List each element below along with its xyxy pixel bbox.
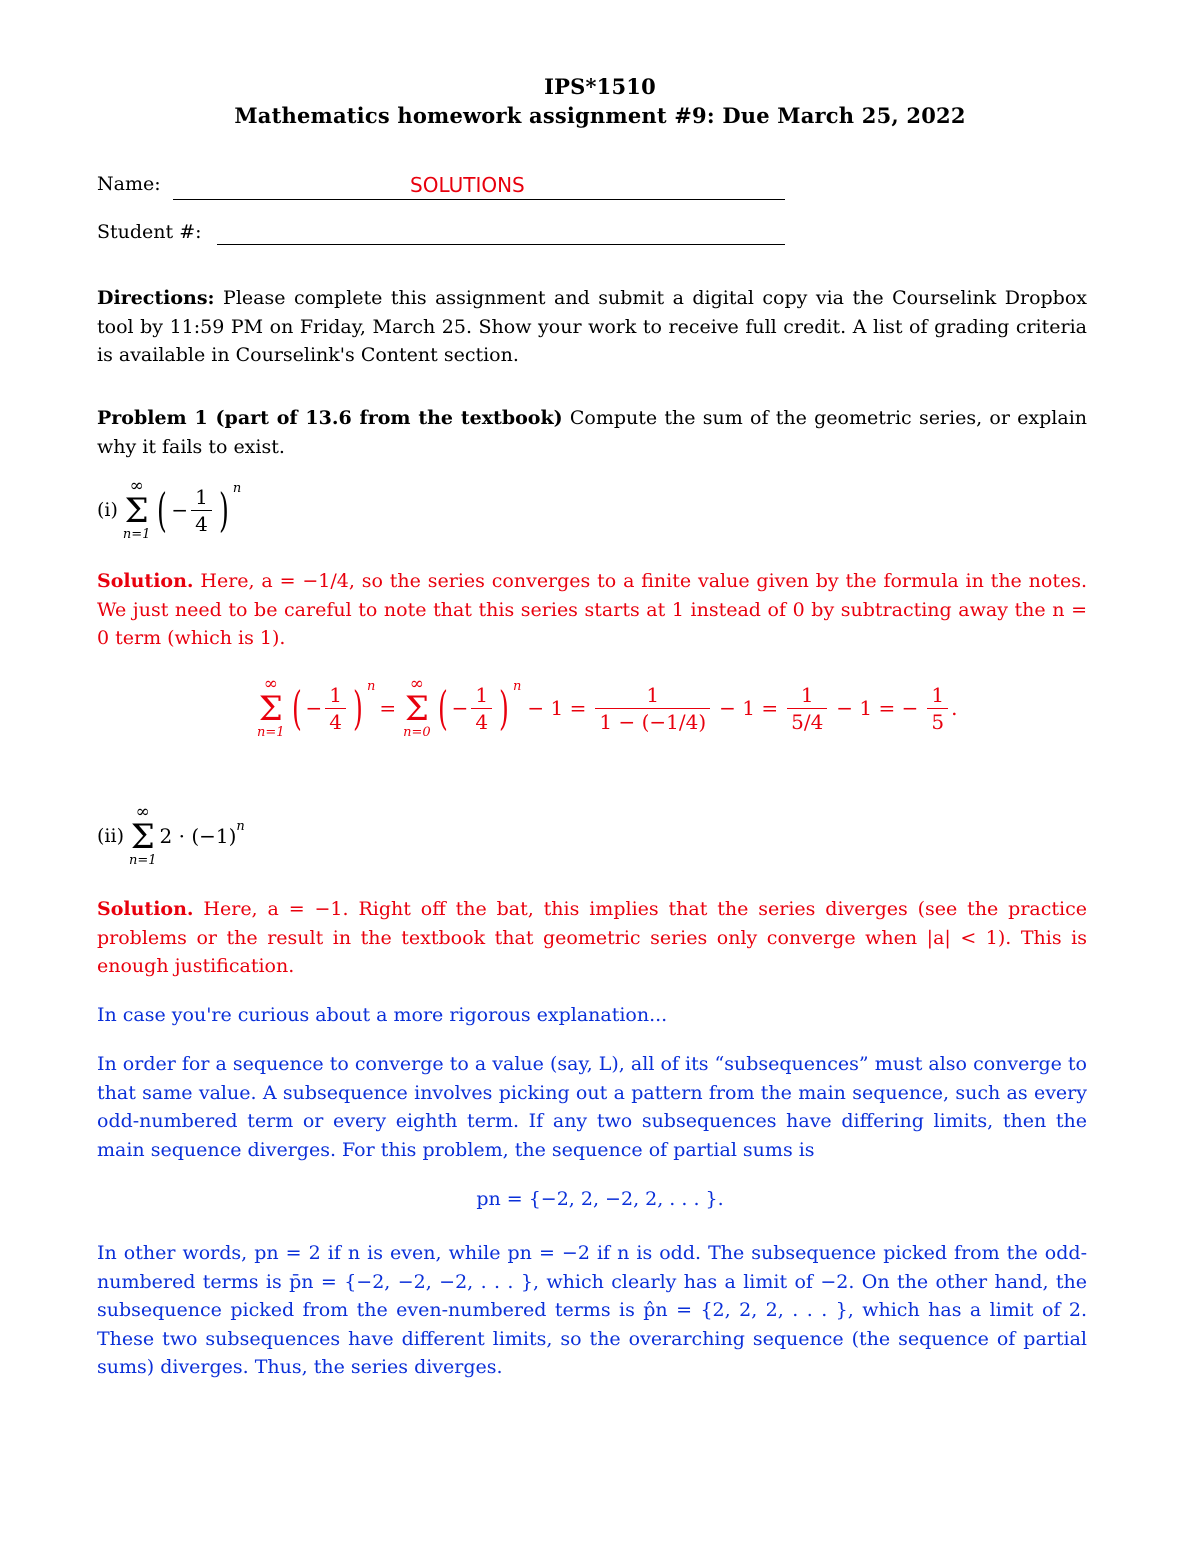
sum-symbol: ∞ Σ n=1 (122, 476, 151, 542)
curious-note: In case you're curious about a more rigorous explanation... (97, 1004, 668, 1026)
solution-label: Solution. (97, 898, 194, 920)
rigorous-paragraph-1: In order for a sequence to converge to a value (say, L), all of its “subsequences” must also converge to that same value. A subsequence involves picking out a pattern from the main sequence, such as every odd-numbered term or every eighth term. If any two subsequences have differing limits, then the main sequence diverges. For this problem, the sequence of partial sums is (97, 1053, 1087, 1161)
name-label: Name: (97, 173, 161, 195)
part-ii-solution (97, 895, 1087, 981)
part-ii-expression: (ii) ∞ Σ n=1 2 · (−1) n (97, 802, 245, 868)
part-ii-label: (ii) (97, 825, 124, 847)
name-value: SOLUTIONS (410, 173, 525, 197)
problem-1-label: Problem 1 (part of 13.6 from the textbook) (97, 407, 563, 429)
part-i-equation: ∞ Σ n=1 ( − $\frac{1}{4}$ ) n = ∞ Σ n=0 ( − $\frac{1}{4}$ ) n − 1 = $\frac{1}{1 - (-1/4)}$ − 1 = $\frac{1}{5/4}$ − 1 = − $\frac{1}{5}$ . (257, 674, 958, 740)
student-underline (217, 244, 785, 245)
partial-sums-equation: pn = {−2, 2, −2, 2, . . . }. (476, 1188, 724, 1210)
rigorous-paragraph-2: In other words, pn = 2 if n is even, while pn = −2 if n is odd. The subsequence picked from the odd-numbered terms is p̄n = {−2, −2, −2, . . . }, which clearly has a limit of −2. On the other hand, the subsequence picked from the even-numbered terms is p̂n = {2, 2, 2, . . . }, which has a limit of 2. These two subsequences have different limits, so the overarching sequence (the sequence of partial sums) diverges. Thus, the series diverges. (97, 1242, 1087, 1378)
student-label: Student #: (97, 221, 202, 243)
course-code: IPS*1510 (544, 74, 656, 99)
fraction: $\frac{1}{4}$ (191, 485, 212, 536)
solution-text: Here, a = −1. Right off the bat, this implies that the series diverges (see the practice problems or the result in the textbook that geometric series only converge when |a| < 1). This is enough justification. (97, 898, 1087, 977)
name-underline (173, 199, 785, 200)
part-i-label: (i) (97, 499, 118, 521)
assignment-title: Mathematics homework assignment #9: Due March 25, 2022 (234, 103, 966, 128)
directions (97, 284, 1087, 370)
directions-text: Please complete this assignment and submit a digital copy via the Courselink Dropbox tool by 11:59 PM on Friday, March 25. Show your work to receive full credit. A list of grading criteria is available in Courselink's Content section. (97, 287, 1087, 366)
part-i-expression: (i) ∞ Σ n=1 ( − $\frac{1}{4}$ ) n (97, 476, 242, 542)
problem-1 (97, 404, 1087, 461)
solution-text: Here, a = −1/4, so the series converges to a finite value given by the formula in the notes. We just need to be careful to note that this series starts at 1 instead of 0 by subtracting away the n = 0 term (which is 1). (97, 570, 1087, 649)
problem-1-text: Compute the sum of the geometric series, or explain why it fails to exist. (97, 407, 1088, 458)
part-i-solution (97, 567, 1087, 653)
directions-label: Directions: (97, 287, 215, 309)
solution-label: Solution. (97, 570, 194, 592)
